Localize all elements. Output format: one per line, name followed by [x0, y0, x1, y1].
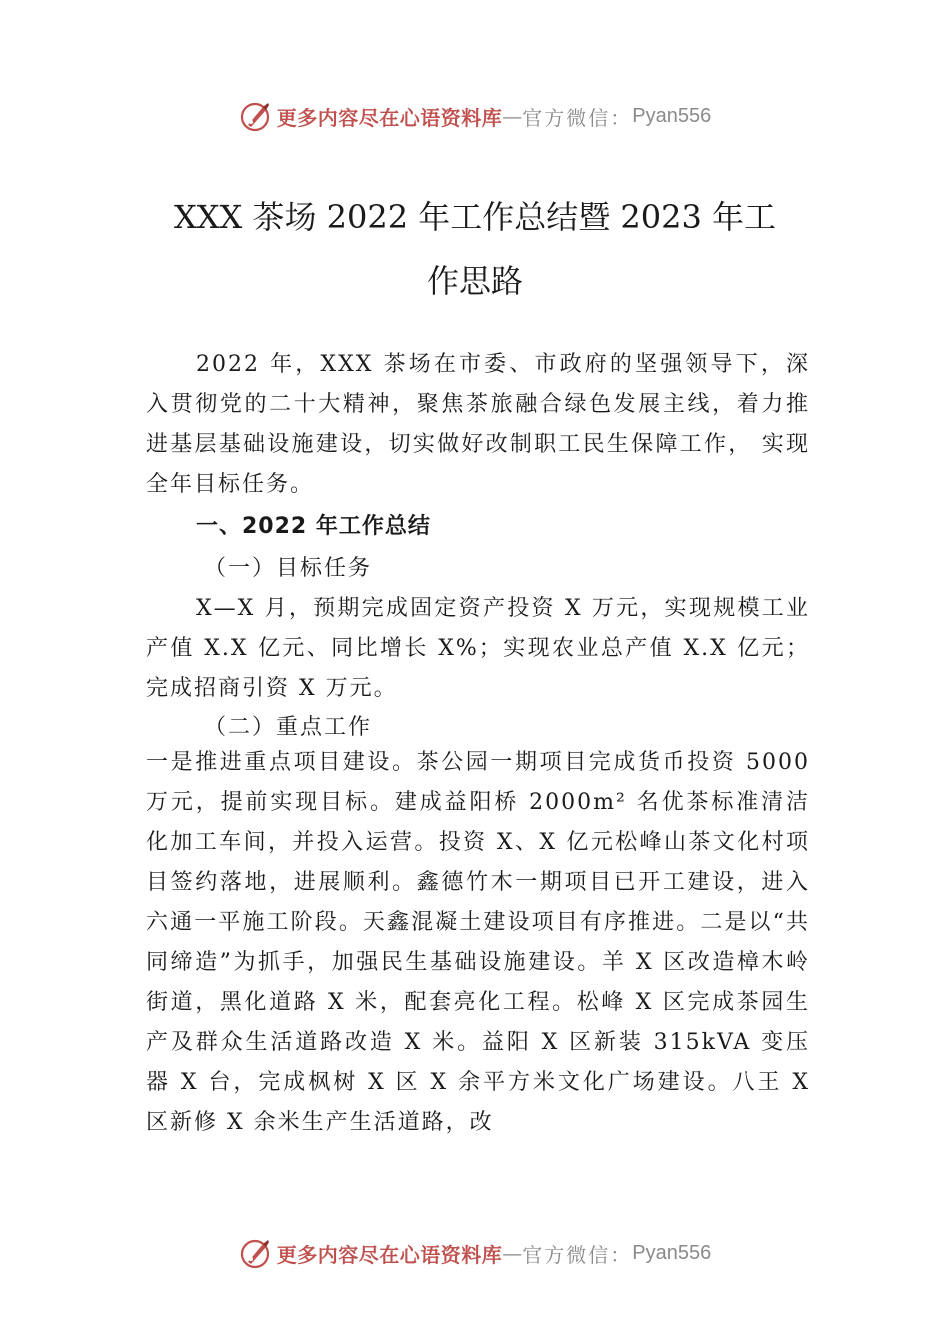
wechat-account: Pyan556 — [632, 104, 712, 127]
banner-separator: — — [502, 104, 523, 128]
banner-separator: — — [502, 1241, 523, 1265]
key-work-paragraph: 一是推进重点项目建设。茶公园一期项目完成货币投资 5000 万元，提前实现目标。建成益阳桥 2000m² 名优茶标准清洁化加工车间，并投入运营。投资 X、X 亿元松峰山茶文化村项目签约落地，进展顺利。鑫德竹木一期项目已开工建设，进入六通一平施工阶段。天鑫混凝土建设项目有序推进。二是以“共同缔造”为抓手，加强民生基础设施建设。羊 X 区改造樟木岭街道，黑化道路 X 米，配套亮化工程。松峰 X 区完成茶园生产及群众生活道路改造 X 米。益阳 X 区新装 315kVA 变压器 X 台，完成枫树 X 区 X 余平方米文化广场建设。八王 X 区新修 X 余米生产生活道路，改 — [146, 750, 810, 1135]
wechat-account: Pyan556 — [632, 1241, 712, 1264]
intro-paragraph: 2022 年，XXX 茶场在市委、市政府的坚强领导下，深入贯彻党的二十大精神，聚焦茶旅融合绿色发展主线，着力推进基层基础设施建设，切实做好改制职工民生保障工作， 实现全年目标任务。 — [146, 352, 810, 497]
brand-name: 更多内容尽在心语资料库 — [276, 105, 503, 130]
brand-name: 更多内容尽在心语资料库 — [276, 1242, 503, 1267]
subsection-heading-targets: （一）目标任务 — [204, 556, 373, 581]
document-title — [100, 185, 850, 313]
title-line-1: XXX 茶场 2022 年工作总结暨 2023 年工 — [173, 198, 777, 236]
document-body — [146, 345, 810, 1143]
wechat-label: 官方微信： — [522, 105, 633, 130]
title-line-2: 作思路 — [426, 262, 523, 300]
quill-pen-seal-icon — [239, 1236, 273, 1270]
wechat-label: 官方微信： — [522, 1242, 633, 1267]
quill-pen-seal-icon — [239, 99, 273, 133]
section-heading: 一、2022 年工作总结 — [196, 514, 431, 539]
footer-banner — [0, 1233, 950, 1273]
header-banner — [0, 96, 950, 136]
subsection-heading-key-work: （二）重点工作 — [204, 715, 373, 740]
targets-paragraph: X—X 月，预期完成固定资产投资 X 万元，实现规模工业产值 X.X 亿元、同比增长 X%；实现农业总产值 X.X 亿元；完成招商引资 X 万元。 — [146, 596, 810, 701]
